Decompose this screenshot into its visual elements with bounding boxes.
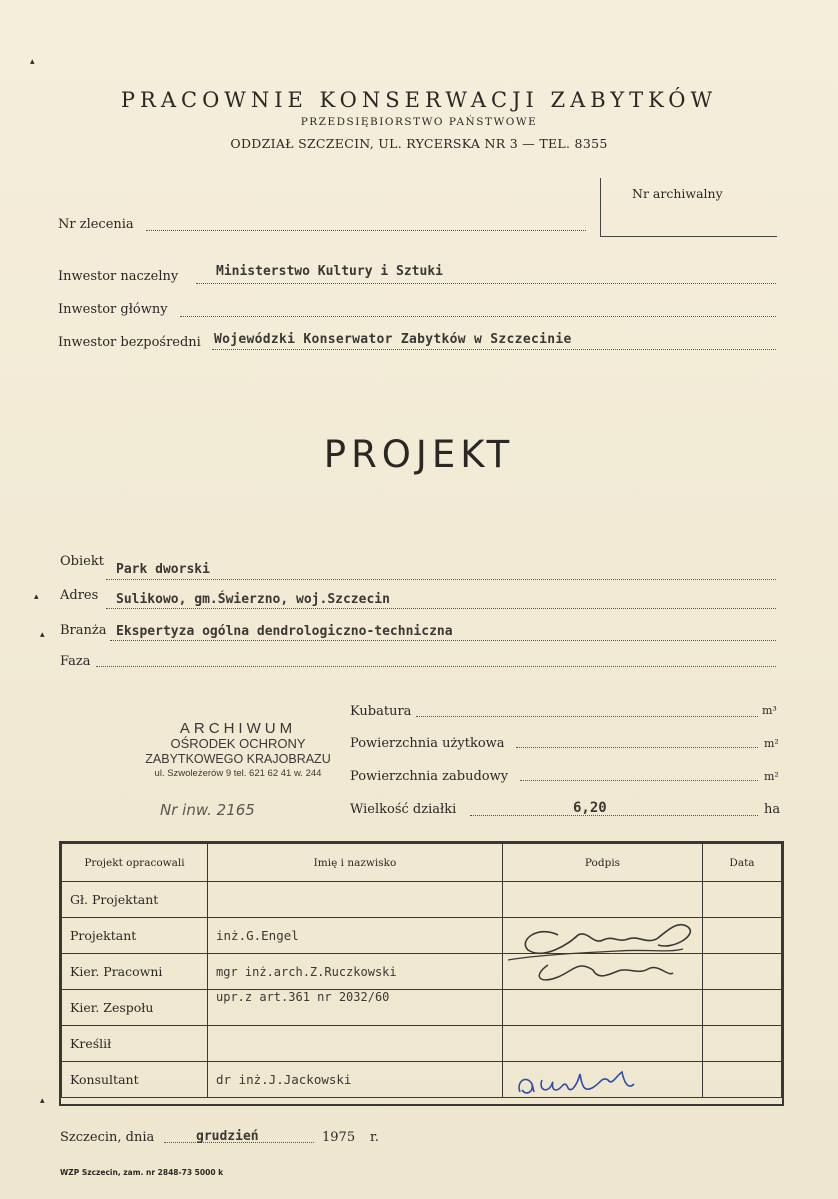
jackowski-signature-image <box>512 1062 642 1102</box>
date-cell <box>703 990 782 1026</box>
header-address: ODDZIAŁ SZCZECIN, UL. RYCERSKA NR 3 — TEL. 8355 <box>230 136 608 151</box>
direct-investor-value: Wojewódzki Konserwator Zabytków w Szczecinie <box>214 332 572 347</box>
signature-cell <box>503 1026 703 1062</box>
role-cell: Konsultant <box>62 1062 208 1098</box>
header-subtitle: PRZEDSIĘBIORSTWO PAŃSTWOWE <box>300 116 538 128</box>
plot-size-line <box>470 815 758 816</box>
header-name: Imię i nazwisko <box>208 844 503 882</box>
plot-size-value: 6,20 <box>573 800 607 816</box>
table-row <box>62 1026 782 1062</box>
branch-value: Ekspertyza ogólna dendrologiczno-techniczna <box>116 624 453 639</box>
object-value: Park dworski <box>116 562 210 577</box>
stamp-line-2: OŚRODEK OCHRONY <box>170 736 306 751</box>
name-cell <box>208 882 503 918</box>
built-area-line <box>520 780 758 781</box>
main-investor-label: Inwestor główny <box>58 302 168 317</box>
stamp-line-1: ARCHIWUM <box>179 720 297 737</box>
table-row <box>62 1062 782 1098</box>
volume-line <box>416 716 758 717</box>
date-cell <box>703 1062 782 1098</box>
stamp-line-4: ul. Szwoleżerów 9 tel. 621 62 41 w. 244 <box>154 768 322 779</box>
address-line <box>106 608 776 609</box>
name-cell: inż.G.Engel <box>208 918 503 954</box>
plot-size-label: Wielkość działki <box>350 802 457 817</box>
date-cell <box>703 918 782 954</box>
address-label: Adres <box>60 588 99 603</box>
archive-number-label: Nr archiwalny <box>632 186 723 201</box>
margin-mark: ▴ <box>40 630 45 640</box>
branch-label: Branża <box>60 623 107 638</box>
branch-line <box>110 640 776 641</box>
role-cell: Projektant <box>62 918 208 954</box>
margin-mark: ▴ <box>34 592 39 602</box>
margin-mark: ▴ <box>40 1096 45 1106</box>
order-number-label: Nr zlecenia <box>58 217 134 232</box>
header-authors: Projekt opracowali <box>62 844 208 882</box>
object-line <box>106 579 776 580</box>
name-cell: upr.z art.361 nr 2032/60 <box>208 990 503 1026</box>
margin-mark: ▴ <box>30 57 35 67</box>
inventory-number-handwritten: Nr inw. 2165 <box>160 801 255 819</box>
role-cell: Kreślił <box>62 1026 208 1062</box>
role-cell: Kier. Pracowni <box>62 954 208 990</box>
chief-investor-line <box>196 283 776 284</box>
engel-signature-image <box>498 905 708 995</box>
usable-area-label: Powierzchnia użytkowa <box>350 736 505 751</box>
chief-investor-value: Ministerstwo Kultury i Sztuki <box>216 264 443 279</box>
name-cell: mgr inż.arch.Z.Ruczkowski <box>208 954 503 990</box>
date-cell <box>703 954 782 990</box>
usable-area-line <box>516 747 758 748</box>
plot-size-unit: ha <box>764 802 781 817</box>
chief-investor-label: Inwestor naczelny <box>58 269 179 284</box>
date-cell <box>703 882 782 918</box>
document-title: PROJEKT <box>323 433 515 476</box>
date-year-suffix: r. <box>370 1130 379 1145</box>
name-cell: dr inż.J.Jackowski <box>208 1062 503 1098</box>
built-area-label: Powierzchnia zabudowy <box>350 769 509 784</box>
phase-label: Faza <box>60 654 91 669</box>
table-header-row <box>62 844 782 882</box>
order-number-line <box>146 230 586 231</box>
phase-line <box>96 666 776 667</box>
name-cell <box>208 1026 503 1062</box>
main-investor-line <box>180 316 776 317</box>
volume-unit: m³ <box>762 704 777 717</box>
stamp-line-3: ZABYTKOWEGO KRAJOBRAZU <box>145 752 331 766</box>
date-city-label: Szczecin, dnia <box>60 1130 155 1145</box>
role-cell: Kier. Zespołu <box>62 990 208 1026</box>
volume-label: Kubatura <box>350 704 412 719</box>
date-year-value: 1975 <box>322 1130 356 1145</box>
date-month-value: grudzień <box>196 1129 259 1144</box>
usable-area-unit: m² <box>764 737 779 750</box>
archive-stamp <box>128 720 348 779</box>
object-label: Obiekt <box>60 554 104 569</box>
header-signature: Podpis <box>503 844 703 882</box>
address-value: Sulikowo, gm.Świerzno, woj.Szczecin <box>116 592 390 607</box>
role-cell: Gł. Projektant <box>62 882 208 918</box>
header-title: PRACOWNIE KONSERWACJI ZABYTKÓW <box>120 88 718 112</box>
built-area-unit: m² <box>764 770 779 783</box>
date-cell <box>703 1026 782 1062</box>
header-date: Data <box>703 844 782 882</box>
direct-investor-label: Inwestor bezpośredni <box>58 335 201 350</box>
direct-investor-line <box>212 349 776 350</box>
print-info: WZP Szczecin, zam. nr 2848-73 5000 k <box>60 1168 224 1177</box>
